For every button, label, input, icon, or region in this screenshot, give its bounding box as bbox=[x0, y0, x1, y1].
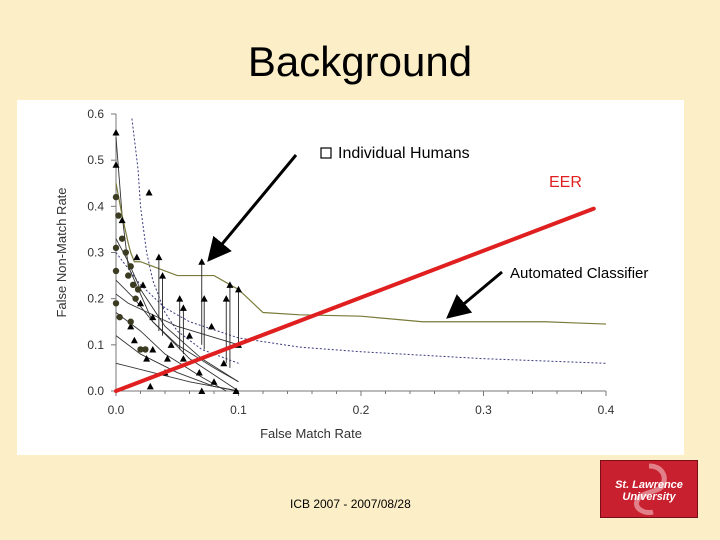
circle-marker bbox=[142, 346, 148, 352]
university-logo bbox=[600, 460, 698, 518]
x-tick-label: 0.3 bbox=[475, 403, 492, 417]
logo-line2: University bbox=[622, 491, 676, 503]
markers-group bbox=[113, 129, 243, 394]
triangle-marker bbox=[186, 332, 193, 339]
circle-marker bbox=[113, 245, 119, 251]
x-tick-label: 0.1 bbox=[230, 403, 247, 417]
y-tick-label: 0.0 bbox=[87, 384, 104, 398]
y-tick-label: 0.1 bbox=[87, 337, 104, 352]
slide-title: Background bbox=[247, 38, 473, 85]
humans-annotation-arrow bbox=[213, 155, 296, 255]
triangle-marker bbox=[223, 295, 230, 302]
x-tick-label: 0.4 bbox=[597, 403, 615, 417]
eer-label: EER bbox=[549, 174, 582, 191]
triangle-marker bbox=[211, 378, 218, 385]
circle-marker bbox=[128, 319, 134, 325]
automated-classifier-label: Automated Classifier bbox=[510, 265, 649, 282]
circle-marker bbox=[128, 263, 134, 269]
x-tick-label: 0.2 bbox=[352, 403, 370, 417]
triangle-marker bbox=[155, 254, 162, 261]
bullet-square-icon bbox=[321, 148, 331, 158]
triangle-marker bbox=[180, 355, 187, 361]
logo-line1: St. Lawrence bbox=[615, 479, 683, 491]
circle-marker bbox=[113, 268, 119, 274]
y-tick-label: 0.4 bbox=[87, 199, 104, 214]
triangle-marker bbox=[159, 272, 166, 279]
y-tick-label: 0.3 bbox=[87, 245, 104, 260]
triangle-marker bbox=[149, 346, 156, 353]
circle-marker bbox=[113, 300, 119, 306]
chart-svg bbox=[17, 100, 684, 455]
eer-line bbox=[116, 209, 594, 391]
triangle-marker bbox=[196, 369, 203, 376]
circle-marker bbox=[115, 212, 121, 218]
triangle-marker bbox=[180, 304, 187, 311]
triangle-marker bbox=[176, 295, 183, 302]
circle-marker bbox=[119, 235, 125, 241]
circle-marker bbox=[135, 286, 141, 292]
triangle-marker bbox=[133, 254, 140, 261]
circle-marker bbox=[132, 295, 138, 301]
y-tick-label: 0.6 bbox=[87, 107, 104, 121]
circle-marker bbox=[113, 194, 119, 200]
y-tick-label: 0.5 bbox=[87, 153, 104, 168]
triangle-marker bbox=[198, 258, 205, 265]
triangle-marker bbox=[147, 383, 154, 390]
individual-humans-label: Individual Humans bbox=[338, 145, 470, 162]
classifier-curve bbox=[116, 183, 606, 324]
triangle-marker bbox=[226, 281, 233, 288]
x-tick-label: 0.0 bbox=[107, 403, 125, 417]
triangle-marker bbox=[164, 355, 171, 361]
triangle-marker bbox=[235, 286, 242, 293]
triangle-marker bbox=[208, 323, 215, 330]
x-axis-label: False Match Rate bbox=[260, 426, 362, 441]
circle-marker bbox=[116, 314, 122, 320]
circle-marker bbox=[130, 282, 136, 288]
triangle-marker bbox=[113, 129, 120, 136]
dotted-curve bbox=[132, 119, 239, 364]
slide-footer: ICB 2007 - 2007/08/28 bbox=[290, 497, 411, 511]
circle-marker bbox=[123, 249, 129, 255]
triangle-marker bbox=[146, 189, 153, 196]
classifier-annotation-arrow bbox=[453, 272, 502, 313]
y-axis-label: False Non-Match Rate bbox=[54, 187, 69, 318]
y-tick-label: 0.2 bbox=[87, 291, 104, 306]
chart-panel bbox=[17, 100, 684, 455]
circle-marker bbox=[125, 272, 131, 278]
logo-svg bbox=[601, 461, 697, 517]
triangle-marker bbox=[131, 337, 138, 344]
